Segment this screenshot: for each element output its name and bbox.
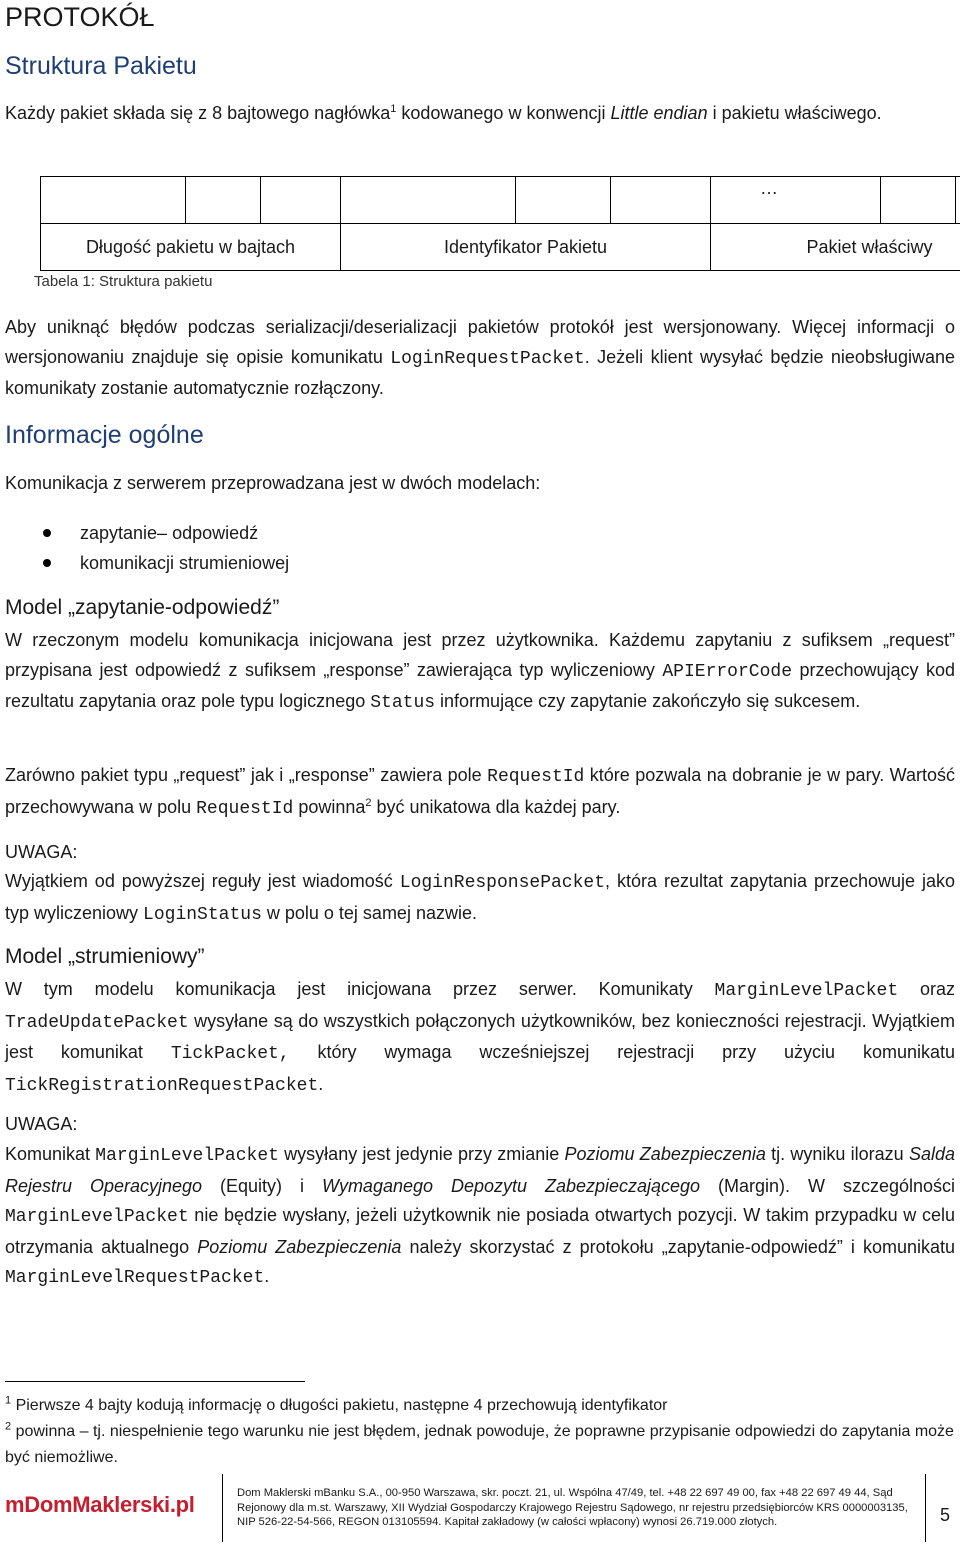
list-item: zapytanie– odpowiedź xyxy=(5,518,289,548)
code-login-response-packet: LoginResponsePacket xyxy=(399,873,605,893)
request-id-paragraph: Zarówno pakiet typu „request” jak i „response” zawiera pole RequestId które pozwala na dobranie je w pary. Wartość przechowywana w polu RequestId powinna$^2$ być unikatowa dla każdej pary. xyxy=(5,765,956,819)
footnote-ref-1[interactable]: 1 xyxy=(390,103,397,115)
code-request-id: RequestId xyxy=(196,798,294,819)
models-list xyxy=(5,518,289,578)
note-label: UWAGA: xyxy=(5,1114,78,1134)
table-cell-length: Długość pakietu w bajtach xyxy=(41,224,341,271)
structure-intro: Każdy pakiet składa się z 8 bajtowego nagłówka$^1$ kodowanego w konwencji Little endian i pakietu właściwego. xyxy=(5,103,882,123)
packet-structure-table xyxy=(40,176,960,271)
footnote-2: $^2$ powinna – tj. niespełnienie tego warunku nie jest błędem, jednak powoduje, że poprawne przypisanie odpowiedzi do zapytania może być niemożliwe. xyxy=(5,1420,954,1466)
subheading-request-response: Model „zapytanie-odpowiedź” xyxy=(5,596,280,619)
code-status: Status xyxy=(370,693,436,713)
code-margin-level-packet: MarginLevelPacket xyxy=(714,981,899,1001)
legal-notice: Dom Maklerski mBanku S.A., 00-950 Warszawa, skr. poczt. 21, ul. Wspólna 47/49, tel. +48 22 697 49 00, fax +48 22 697 49 44, Sąd Rejonowy dla m.st. Warszawy, XII Wydział Gospodarczy Krajowego Rejestru Sądowego, nr rejestru przedsiębiorców KRS 0000003135, NIP 526-22-54-566, REGON 013105594. Kapitał zakładowy (w całości wpłacony) wynosi 26.719.000 złotych. xyxy=(237,1487,908,1528)
page-number: 5 xyxy=(940,1505,951,1525)
code-margin-level-request-packet: MarginLevelRequestPacket xyxy=(5,1268,265,1288)
section-heading-structure: Struktura Pakietu xyxy=(5,52,197,80)
footnote-1: $^1$ Pierwsze 4 bajty kodują informację o długości pakietu, następne 4 przechowują identyfikator xyxy=(5,1394,668,1414)
footnote-ref-2[interactable]: 2 xyxy=(365,796,372,809)
footnote-separator xyxy=(5,1381,305,1382)
bullet-icon xyxy=(43,529,51,537)
document-title: PROTOKÓŁ xyxy=(5,2,155,32)
code-margin-level-packet: MarginLevelPacket xyxy=(5,1207,189,1227)
code-tick-registration-request-packet: TickRegistrationRequestPacket xyxy=(5,1075,319,1096)
table-cell-payload: Pakiet właściwy xyxy=(711,224,960,271)
list-item: komunikacji strumieniowej xyxy=(5,548,289,578)
table-row-labels xyxy=(41,224,960,271)
code-api-error-code: APIErrorCode xyxy=(662,661,792,682)
login-response-note: Wyjątkiem od powyższej reguły jest wiadomość LoginResponsePacket, która rezultat zapytania przechowuje jako typ wyliczeniowy LoginStatus w polu o tej samej nazwie. xyxy=(5,871,955,925)
brand-logo[interactable]: mDomMaklerski.pl xyxy=(5,1492,195,1517)
code-login-request-packet: LoginRequestPacket xyxy=(390,348,585,369)
code-login-status: LoginStatus xyxy=(143,904,262,925)
table-ellipsis: … xyxy=(760,178,778,198)
footer-divider xyxy=(222,1474,223,1542)
request-response-paragraph: W rzeczonym modelu komunikacja inicjowana jest przez użytkownika. Każdemu zapytaniu z sufiksem „request” przypisana jest odpowiedź z sufiksem „response” zawierająca typ wyliczeniowy APIErrorCode przechowujący kod rezultatu zapytania oraz pole typu logicznego Status informujące czy zapytanie zakończyło się sukcesem. xyxy=(5,630,955,713)
note-label: UWAGA: xyxy=(5,842,78,862)
code-trade-update-packet: TradeUpdatePacket xyxy=(5,1012,189,1033)
bullet-icon xyxy=(43,559,51,567)
table-caption: Tabela 1: Struktura pakietu xyxy=(34,273,213,290)
versioning-paragraph: Aby uniknąć błędów podczas serializacji/deserializacji pakietów protokół jest wersjonowany. Więcej informacji o wersjonowaniu znajduje się opisie komunikatu LoginRequestPacket. Jeżeli klient wysyłać będzie nieobsługiwane komunikaty zostanie automatycznie rozłączony. xyxy=(5,317,955,398)
streaming-paragraph: W tym modelu komunikacja jest inicjowana przez serwer. Komunikaty MarginLevelPacket oraz TradeUpdatePacket wysyłane są do wszystkich połączonych użytkowników, bez konieczności rejestracji. Wyjątkiem jest komunikat TickPacket, który wymaga wcześniejszej rejestracji przy użyciu komunikatu TickRegistrationRequestPacket. xyxy=(5,979,955,1096)
footer-divider xyxy=(925,1474,926,1542)
code-margin-level-packet: MarginLevelPacket xyxy=(95,1146,279,1166)
table-cell-identifier: Identyfikator Pakietu xyxy=(341,224,711,271)
table-row-bytes xyxy=(41,177,960,224)
margin-level-note: Komunikat MarginLevelPacket wysyłany jest jedynie przy zmianie Poziomu Zabezpieczenia tj. wyniku ilorazu Salda Rejestru Operacyjnego (Equity) i Wymaganego Depozytu Zabezpieczającego (Margin). W szczególności MarginLevelPacket nie będzie wysłany, jeżeli użytkownik nie posiada otwartych pozycji. W takim przypadku w celu otrzymania aktualnego Poziomu Zabezpieczenia należy skorzystać z protokołu „zapytanie-odpowiedź” i komunikatu MarginLevelRequestPacket. xyxy=(5,1144,955,1288)
code-tick-packet: TickPacket, xyxy=(170,1044,290,1064)
section-heading-general: Informacje ogólne xyxy=(5,421,204,449)
code-request-id: RequestId xyxy=(487,767,585,787)
subheading-streaming: Model „strumieniowy” xyxy=(5,945,205,968)
general-intro: Komunikacja z serwerem przeprowadzana jest w dwóch modelach: xyxy=(5,473,541,493)
